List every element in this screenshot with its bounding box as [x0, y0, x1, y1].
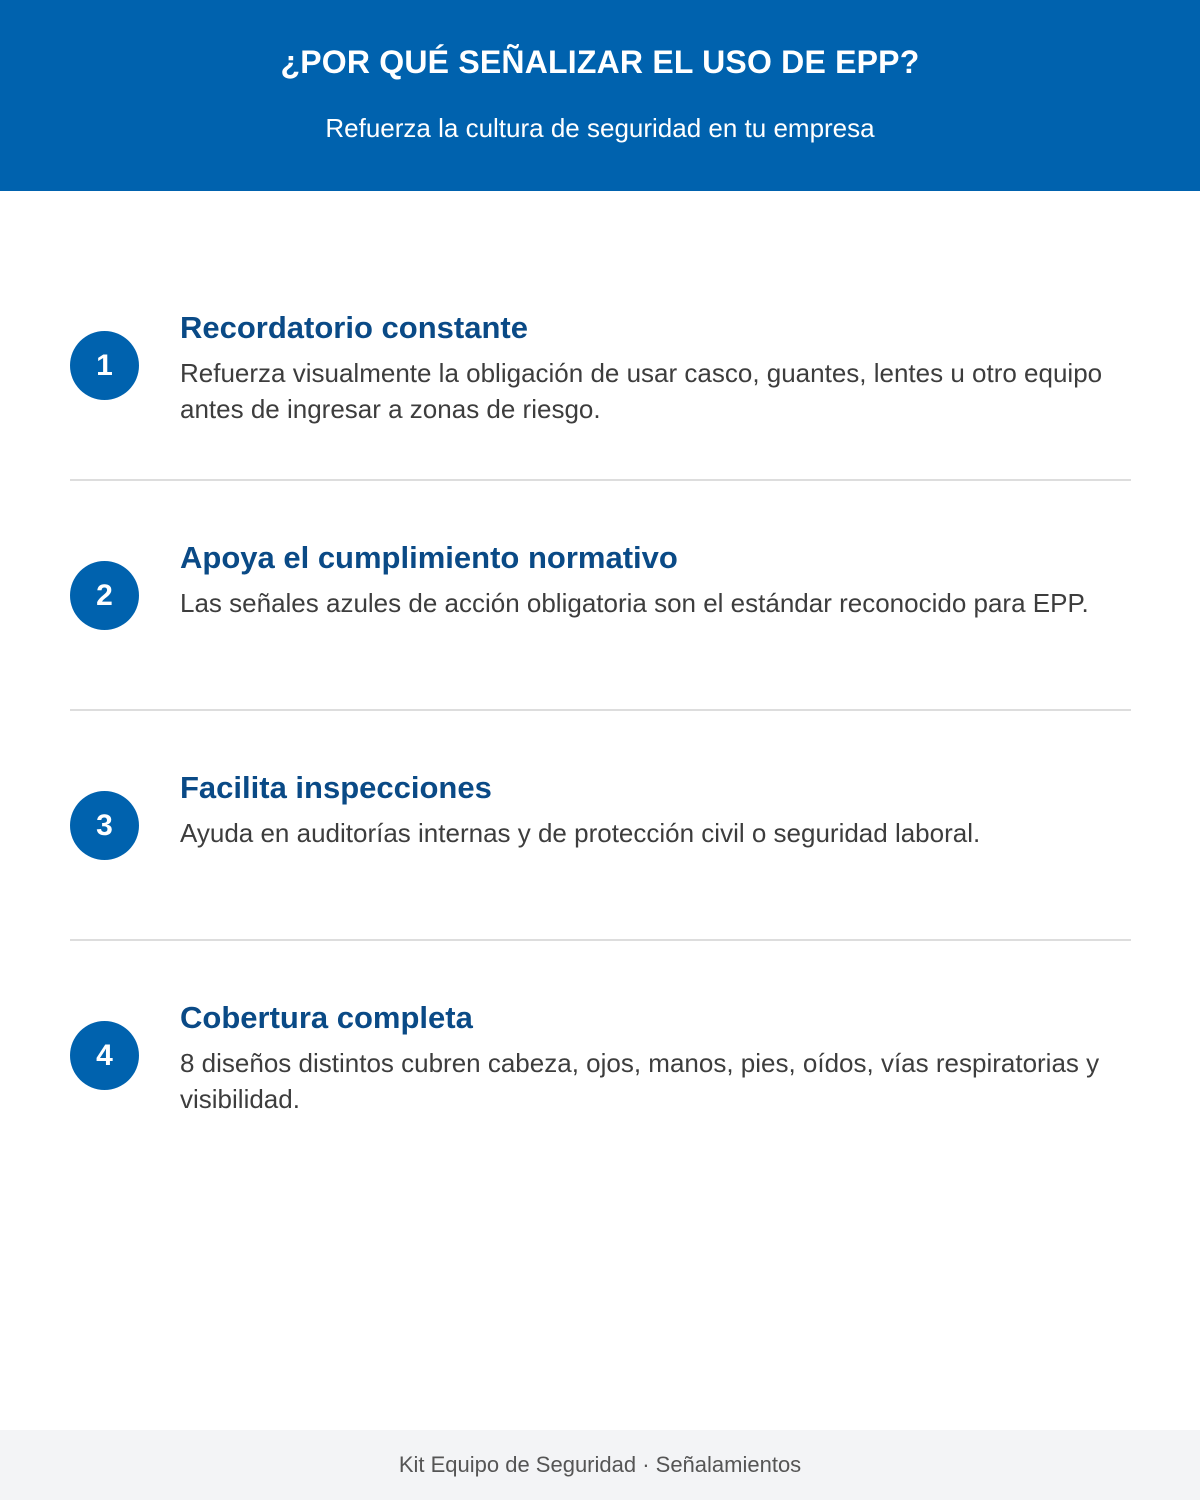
list-item [70, 481, 1131, 711]
item-text [180, 998, 1130, 1117]
item-description: Ayuda en auditorías internas y de protección civil o seguridad laboral. [180, 818, 981, 848]
item-title: Cobertura completa [180, 1000, 473, 1035]
list-item [70, 251, 1131, 481]
number-badge: 3 [70, 791, 139, 860]
footer-text: Kit Equipo de Seguridad · Señalamientos [398, 1452, 802, 1477]
list-item [70, 941, 1131, 1171]
item-title: Facilita inspecciones [180, 770, 492, 805]
item-description: 8 diseños distintos cubren cabeza, ojos, manos, pies, oídos, vías respiratorias y visibilidad. [180, 1048, 1100, 1114]
item-text [180, 768, 1130, 851]
number-badge: 4 [70, 1021, 139, 1090]
item-title: Recordatorio constante [180, 310, 528, 345]
number-badge: 1 [70, 331, 139, 400]
list-item [70, 711, 1131, 941]
page-subtitle: Refuerza la cultura de seguridad en tu empresa [325, 113, 875, 143]
footer [0, 1430, 1200, 1500]
page-title: ¿POR QUÉ SEÑALIZAR EL USO DE EPP? [280, 44, 920, 80]
item-title: Apoya el cumplimiento normativo [180, 540, 678, 575]
item-text [180, 308, 1130, 427]
reasons-list [70, 251, 1131, 1171]
header-banner [0, 0, 1200, 191]
item-text [180, 538, 1130, 621]
item-description: Las señales azules de acción obligatoria son el estándar reconocido para EPP. [180, 588, 1089, 618]
item-description: Refuerza visualmente la obligación de usar casco, guantes, lentes u otro equipo antes de ingresar a zonas de riesgo. [180, 358, 1103, 424]
number-badge: 2 [70, 561, 139, 630]
